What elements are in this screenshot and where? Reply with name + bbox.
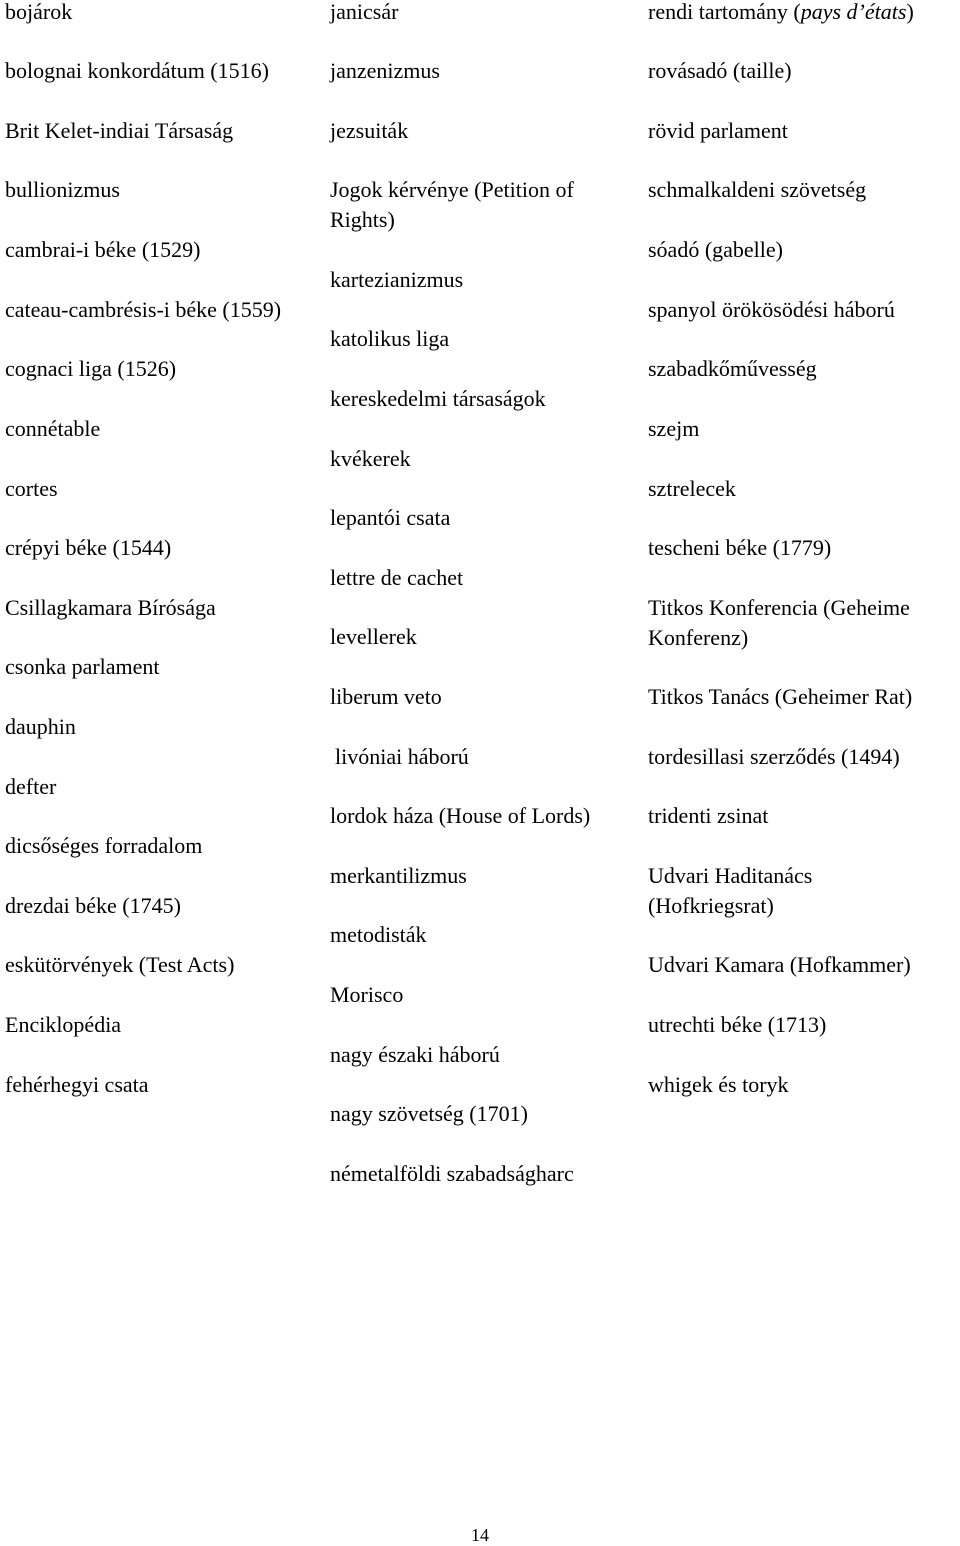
glossary-term: Enciklopédia	[5, 1012, 122, 1037]
glossary-term: liberum veto	[330, 684, 442, 709]
glossary-term	[648, 0, 914, 27]
glossary-term: tordesillasi szerződés (1494)	[648, 744, 900, 769]
glossary-term: crépyi béke (1544)	[5, 535, 172, 560]
glossary-term: Brit Kelet-indiai Társaság	[5, 118, 234, 143]
glossary-term: levellerek	[330, 624, 417, 649]
glossary-term: bullionizmus	[5, 177, 120, 202]
glossary-term: nagy északi háború	[330, 1042, 500, 1067]
glossary-term: szabadkőművesség	[648, 356, 817, 381]
glossary-term: sóadó (gabelle)	[648, 237, 783, 262]
glossary-term: kereskedelmi társaságok	[330, 386, 546, 411]
glossary-term: dauphin	[5, 714, 76, 739]
glossary-term: nagy szövetség (1701)	[330, 1101, 528, 1126]
glossary-term: németalföldi szabadságharc	[330, 1161, 574, 1186]
glossary-term: sztrelecek	[648, 476, 736, 501]
glossary-term: cateau-cambrésis-i béke (1559)	[5, 297, 282, 322]
glossary-term: Jogok kérvénye (Petition of Rights)	[330, 177, 574, 232]
glossary-term: bojárok	[5, 0, 73, 24]
glossary-term: bolognai konkordátum (1516)	[5, 58, 269, 83]
glossary-term: cambrai-i béke (1529)	[5, 237, 201, 262]
glossary-term: janicsár	[330, 0, 399, 24]
glossary-term: dicsőséges forradalom	[5, 833, 203, 858]
glossary-term: lordok háza (House of Lords)	[330, 803, 591, 828]
glossary-term: tescheni béke (1779)	[648, 535, 832, 560]
glossary-term: fehérhegyi csata	[5, 1072, 149, 1097]
glossary-term: metodisták	[330, 922, 427, 947]
glossary-term: connétable	[5, 416, 101, 441]
glossary-term: whigek és toryk	[648, 1072, 789, 1097]
glossary-term: tridenti zsinat	[648, 803, 769, 828]
glossary-term: drezdai béke (1745)	[5, 893, 181, 918]
glossary-term: merkantilizmus	[330, 863, 467, 888]
glossary-term: Udvari Kamara (Hofkammer)	[648, 952, 911, 977]
glossary-term: rövid parlament	[648, 118, 788, 143]
page-number: 14	[471, 1525, 489, 1545]
term-text: )	[906, 0, 914, 24]
glossary-term: eskütörvények (Test Acts)	[5, 952, 235, 977]
term-italic: pays d’états	[800, 0, 907, 24]
glossary-term: kartezianizmus	[330, 267, 464, 292]
glossary-term: janzenizmus	[330, 58, 440, 83]
glossary-term: katolikus liga	[330, 326, 450, 351]
glossary-term: rovásadó (taille)	[648, 58, 792, 83]
glossary-term: szejm	[648, 416, 700, 441]
glossary-term: csonka parlament	[5, 654, 160, 679]
glossary-term: Udvari Haditanács (Hofkriegsrat)	[648, 863, 813, 918]
glossary-term: Titkos Konferencia (Geheime Konferenz)	[648, 595, 910, 650]
glossary-term: livóniai háború	[335, 744, 469, 769]
glossary-term: Morisco	[330, 982, 404, 1007]
glossary-term: jezsuiták	[330, 118, 409, 143]
glossary-term: kvékerek	[330, 446, 411, 471]
glossary-term: cognaci liga (1526)	[5, 356, 177, 381]
glossary-term: defter	[5, 774, 57, 799]
glossary-term: Csillagkamara Bírósága	[5, 595, 216, 620]
glossary-term: lettre de cachet	[330, 565, 464, 590]
glossary-term: Titkos Tanács (Geheimer Rat)	[648, 684, 913, 709]
glossary-term: lepantói csata	[330, 505, 451, 530]
glossary-term: utrechti béke (1713)	[648, 1012, 827, 1037]
glossary-term: cortes	[5, 476, 58, 501]
glossary-term: spanyol örökösödési háború	[648, 297, 895, 322]
term-text: rendi tartomány (	[648, 0, 801, 24]
glossary-term: schmalkaldeni szövetség	[648, 177, 867, 202]
